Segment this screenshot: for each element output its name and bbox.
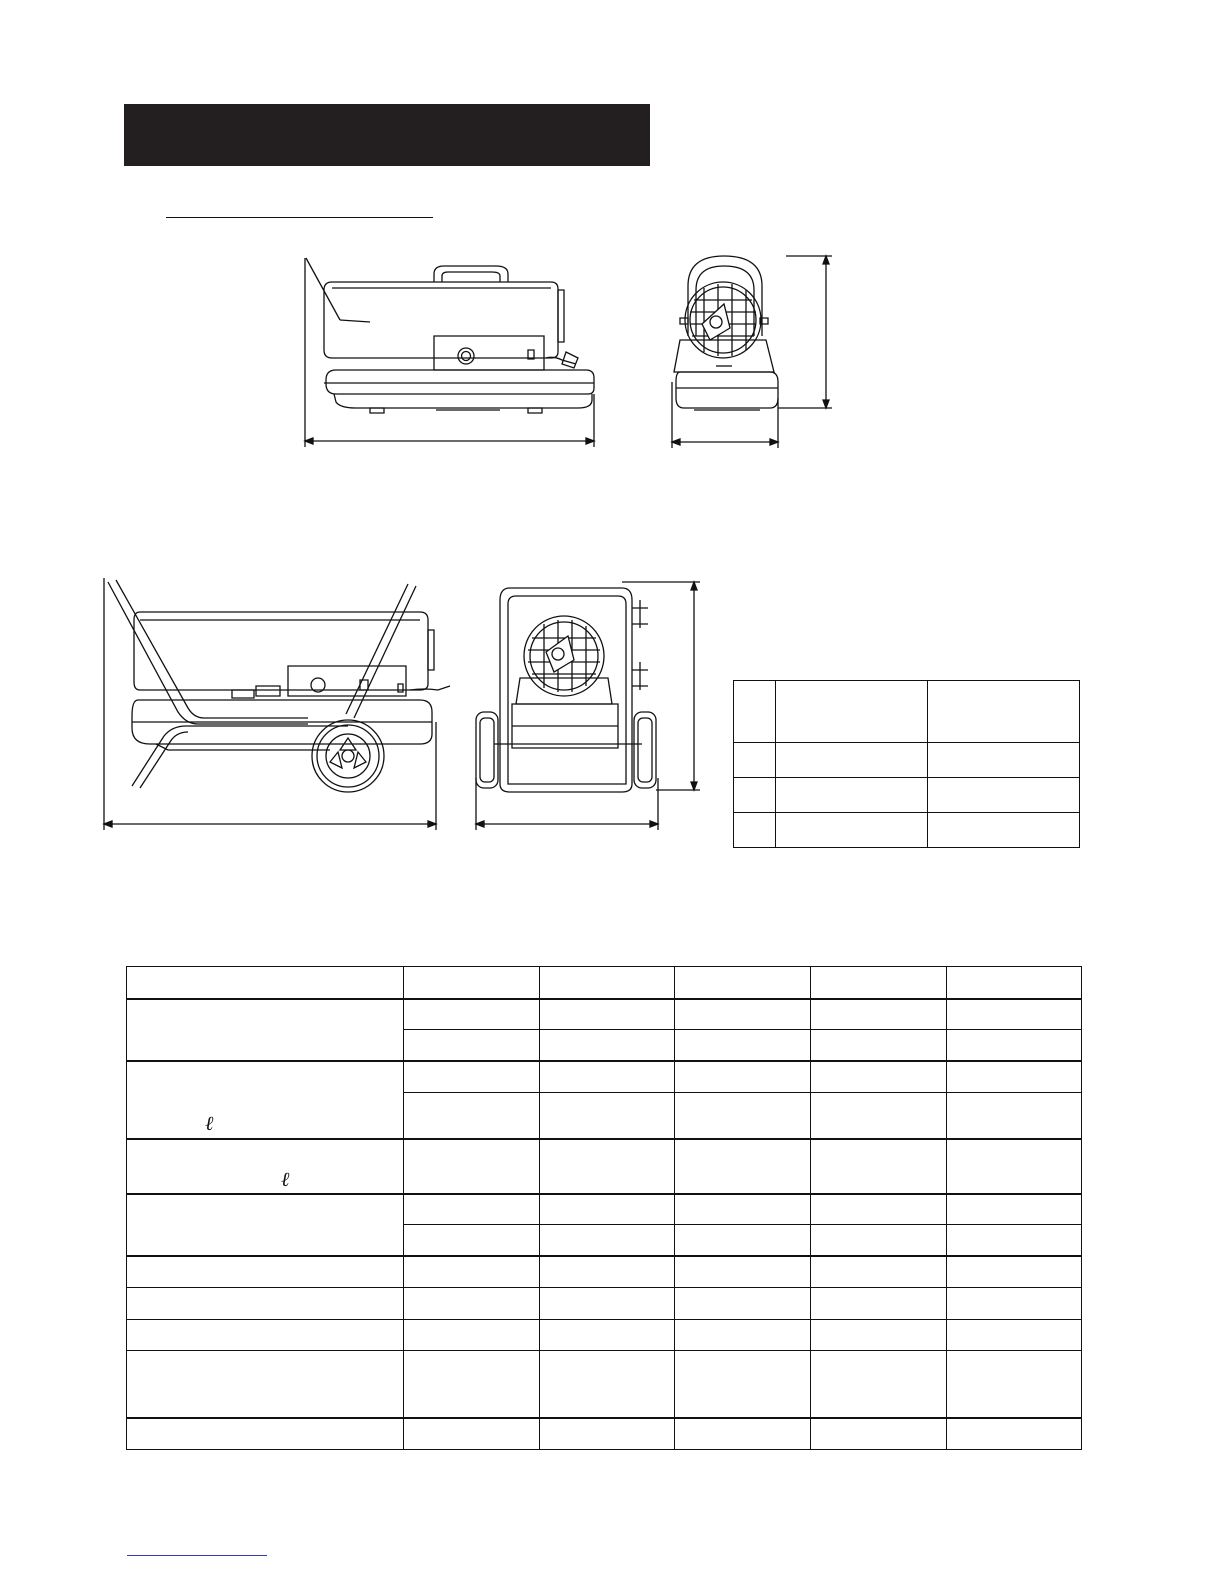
table-cell	[540, 1320, 675, 1351]
litre-unit-glyph: ℓ	[205, 1113, 214, 1135]
table-cell	[540, 1194, 675, 1225]
table-cell	[404, 999, 540, 1030]
table-cell	[811, 1256, 947, 1288]
specification-table	[126, 966, 1082, 1450]
table-row	[127, 1139, 1082, 1194]
table-cell	[675, 1225, 811, 1256]
spec-row-label	[127, 1320, 404, 1351]
table-row	[127, 1418, 1082, 1450]
table-cell	[811, 1288, 947, 1320]
table-cell	[540, 1093, 675, 1139]
table-cell	[675, 1061, 811, 1093]
table-cell	[540, 1418, 675, 1450]
spec-header-cell	[404, 967, 540, 999]
table-cell	[776, 743, 928, 778]
table-row	[127, 1351, 1082, 1418]
table-cell	[675, 999, 811, 1030]
table-cell	[811, 1139, 947, 1194]
table-cell	[675, 1320, 811, 1351]
table-cell	[811, 1030, 947, 1061]
table-cell	[540, 1061, 675, 1093]
footer-link[interactable]	[127, 1555, 267, 1556]
table-cell	[675, 1256, 811, 1288]
table-cell	[776, 813, 928, 848]
dimension-header-cell	[928, 681, 1080, 743]
table-cell	[404, 1225, 540, 1256]
table-row	[734, 743, 1080, 778]
table-row	[127, 1256, 1082, 1288]
table-cell	[404, 1093, 540, 1139]
spec-header-cell	[127, 967, 404, 999]
table-cell	[540, 1030, 675, 1061]
spec-header-cell	[947, 967, 1082, 999]
table-cell	[734, 743, 776, 778]
table-cell	[404, 1194, 540, 1225]
table-cell	[675, 1030, 811, 1061]
wheeled-heater-side-view-icon	[98, 572, 443, 834]
section-title-bar	[124, 104, 650, 166]
spec-row-label	[127, 1256, 404, 1288]
table-row	[127, 1288, 1082, 1320]
spec-header-cell	[675, 967, 811, 999]
spec-row-label	[127, 1139, 404, 1194]
table-cell	[540, 1225, 675, 1256]
table-cell	[811, 1061, 947, 1093]
table-row	[127, 1320, 1082, 1351]
table-cell	[947, 1256, 1082, 1288]
table-cell	[928, 778, 1080, 813]
table-cell	[947, 1418, 1082, 1450]
heater-front-view-icon	[666, 252, 836, 452]
table-cell	[540, 1288, 675, 1320]
table-cell	[540, 999, 675, 1030]
table-cell	[947, 1061, 1082, 1093]
table-cell	[404, 1030, 540, 1061]
dimension-header-cell	[776, 681, 928, 743]
spec-header-row	[127, 967, 1082, 999]
table-cell	[811, 1093, 947, 1139]
table-row	[127, 1194, 1082, 1225]
table-cell	[675, 1194, 811, 1225]
spec-row-label	[127, 1194, 404, 1256]
spec-row-label	[127, 1061, 404, 1139]
table-cell	[734, 813, 776, 848]
spec-row-label	[127, 999, 404, 1061]
table-row	[127, 1061, 1082, 1093]
spec-header-cell	[540, 967, 675, 999]
table-cell	[811, 1194, 947, 1225]
spec-row-label	[127, 1418, 404, 1450]
table-cell	[404, 1256, 540, 1288]
spec-row-label	[127, 1351, 404, 1418]
dimension-header-cell	[734, 681, 776, 743]
table-cell	[811, 1225, 947, 1256]
table-cell	[404, 1418, 540, 1450]
subheading-underline	[166, 217, 433, 218]
table-cell	[675, 1288, 811, 1320]
spec-header-cell	[811, 967, 947, 999]
table-cell	[734, 778, 776, 813]
table-cell	[947, 1030, 1082, 1061]
table-cell	[947, 1320, 1082, 1351]
table-cell	[404, 1061, 540, 1093]
table-row	[734, 778, 1080, 813]
table-cell	[675, 1093, 811, 1139]
table-cell	[947, 1288, 1082, 1320]
table-cell	[404, 1320, 540, 1351]
table-cell	[947, 1139, 1082, 1194]
table-cell	[404, 1288, 540, 1320]
table-cell	[540, 1256, 675, 1288]
table-cell	[675, 1139, 811, 1194]
table-cell	[776, 778, 928, 813]
table-row	[127, 999, 1082, 1030]
table-cell	[947, 999, 1082, 1030]
table-cell	[404, 1139, 540, 1194]
table-cell	[811, 999, 947, 1030]
wheeled-heater-front-view-icon	[472, 578, 704, 834]
table-cell	[947, 1194, 1082, 1225]
dimension-table	[733, 680, 1080, 848]
table-row	[734, 813, 1080, 848]
table-cell	[928, 743, 1080, 778]
table-cell	[811, 1320, 947, 1351]
table-cell	[928, 813, 1080, 848]
table-cell	[404, 1351, 540, 1418]
litre-unit-glyph: ℓ	[281, 1169, 290, 1191]
spec-row-label	[127, 1288, 404, 1320]
dimension-table-header	[734, 681, 1080, 743]
table-cell	[675, 1418, 811, 1450]
table-cell	[675, 1351, 811, 1418]
table-cell	[540, 1139, 675, 1194]
table-cell	[811, 1418, 947, 1450]
table-cell	[811, 1351, 947, 1418]
table-cell	[947, 1351, 1082, 1418]
table-cell	[947, 1093, 1082, 1139]
table-cell	[540, 1351, 675, 1418]
heater-side-view-icon	[296, 252, 606, 452]
table-cell	[947, 1225, 1082, 1256]
